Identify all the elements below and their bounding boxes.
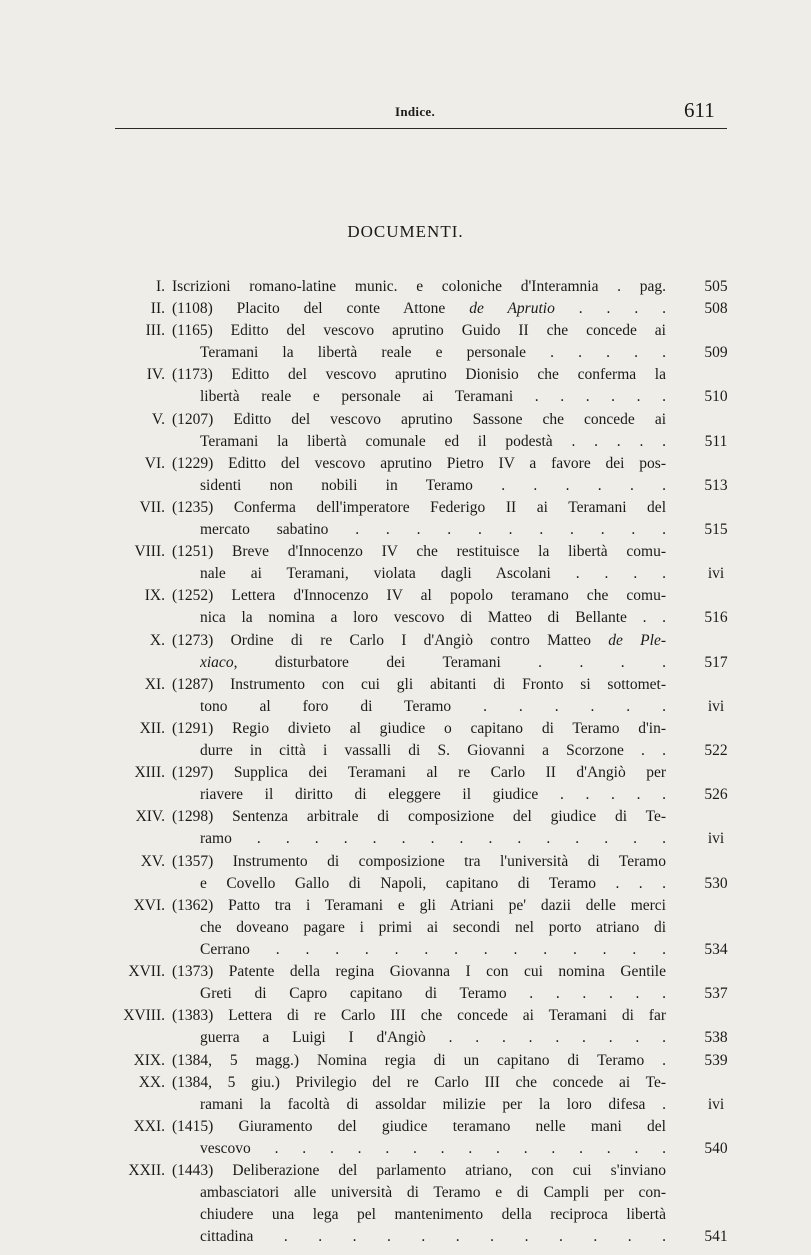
entry-text-line: ramani la facoltà di assoldar milizie per la loro difesa . (200, 1095, 666, 1113)
entry-number: XI. (144, 675, 165, 693)
section-title: DOCUMENTI. (347, 222, 464, 241)
entry-number: III. (145, 322, 165, 340)
entry-text-line: (1252) Lettera d'Innocenzo IV al popolo teramano che comu- (172, 587, 666, 605)
entry-number: VI. (144, 454, 165, 472)
entry-text-line: (1173) Editto del vescovo aprutino Dionisio che conferma la (172, 366, 666, 384)
entry-page-ref: 539 (704, 1051, 728, 1069)
entry-text-line: cittadina . . . . . . . . . . . . (200, 1228, 666, 1246)
running-header-title: Indice. (395, 104, 436, 119)
entry-number: XV. (140, 852, 165, 870)
entry-page-ref: 522 (704, 742, 728, 760)
entry-text-line: (1362) Patto tra i Teramani e gli Atriani pe' dazii delle merci (172, 896, 666, 914)
entry-text-line: libertà reale e personale ai Teramani . . . . . . (200, 388, 666, 406)
entry-number: XXII. (128, 1162, 165, 1179)
entry-number: XVI. (133, 896, 165, 914)
entry-page-ref: 513 (704, 476, 728, 494)
entry-number: IV. (146, 366, 165, 384)
entry-page-ref: 510 (704, 388, 728, 406)
entry-text-line: (1251) Breve d'Innocenzo IV che restituisce la libertà comu- (172, 543, 666, 561)
entry-text-line: (1357) Instrumento di composizione tra l'università di Teramo (172, 852, 666, 870)
entry-text-line: (1287) Instrumento con cui gli abitanti di Fronto si sottomet- (172, 675, 666, 693)
entry-page-ref: 534 (704, 940, 728, 958)
entry-number: VIII. (134, 543, 165, 561)
entry-page-ref: 540 (704, 1139, 728, 1157)
entry-page-ref: ivi (707, 830, 725, 848)
entry-number: XXI. (133, 1117, 165, 1135)
entry-number: IX. (144, 587, 165, 605)
entry-text-line: tono al foro di Teramo . . . . . . (200, 697, 666, 715)
entry-text-line: (1383) Lettera di re Carlo III che concede ai Teramani di far (172, 1007, 666, 1025)
entry-page-ref: 530 (704, 874, 728, 892)
entry-text-line: durre in città i vassalli di S. Giovanni a Scorzone . . (200, 742, 666, 760)
entry-text-line: ambasciatori alle università di Teramo e di Campli per con- (200, 1184, 666, 1202)
entry-number: V. (151, 410, 165, 428)
entry-text-line: vescovo . . . . . . . . . . . . . . . (200, 1139, 666, 1157)
entry-text-line: Teramani la libertà reale e personale . . . . . (200, 344, 666, 362)
entry-number: X. (149, 631, 165, 649)
entry-text-line: Greti di Capro capitano di Teramo . . . . . . (200, 985, 666, 1003)
entry-number: II. (150, 300, 165, 318)
entry-page-ref: 505 (704, 278, 728, 295)
entry-text-line: chiudere una lega pel mantenimento della reciproca libertà (200, 1206, 666, 1224)
entry-text-line: ramo . . . . . . . . . . . . . . . (200, 830, 666, 848)
entry-page-ref: ivi (707, 697, 725, 715)
entry-text-line: (1273) Ordine di re Carlo I d'Angiò contro Matteo de Ple- (172, 631, 666, 649)
entry-number: I. (155, 278, 165, 295)
entry-number: XVII. (128, 963, 165, 981)
entry-text-line: (1298) Sentenza arbitrale di composizione del giudice di Te- (172, 808, 666, 826)
entry-text-line: (1207) Editto del vescovo aprutino Sassone che concede ai (172, 410, 666, 428)
header-rule (115, 128, 727, 129)
entry-number: XX. (138, 1073, 165, 1091)
entry-page-ref: 508 (704, 300, 728, 318)
entry-page-ref: ivi (707, 565, 725, 583)
entry-text-line: nica la nomina a loro vescovo di Matteo di Bellante . . (200, 609, 666, 627)
entry-number: XIII. (134, 764, 165, 782)
entry-number: XII. (139, 720, 165, 737)
entry-text-line: Teramani la libertà comunale ed il podestà . . . . . (200, 432, 666, 450)
entry-text-line: e Covello Gallo di Napoli, capitano di Teramo . . . (200, 874, 666, 892)
entry-page-ref: ivi (707, 1095, 725, 1113)
entry-number: XVIII. (123, 1007, 165, 1025)
entry-page-ref: 537 (704, 985, 728, 1003)
entry-text-line: (1297) Supplica dei Teramani al re Carlo II d'Angiò per (172, 764, 666, 782)
entry-text-line: xiaco, disturbatore dei Teramani . . . . (200, 653, 666, 671)
entry-text-line: (1384, 5 giu.) Privilegio del re Carlo III che concede ai Te- (172, 1073, 666, 1091)
entry-text-line: (1384, 5 magg.) Nomina regia di un capitano di Teramo . (172, 1051, 666, 1069)
entry-text-line: riavere il diritto di eleggere il giudice . . . . . (200, 786, 666, 804)
entry-text-line: (1235) Conferma dell'imperatore Federigo II ai Teramani del (172, 499, 666, 516)
entry-text-line: guerra a Luigi I d'Angiò . . . . . . . . . (200, 1029, 666, 1047)
entry-text-line: (1443) Deliberazione del parlamento atriano, con cui s'inviano (172, 1162, 666, 1179)
entry-text-line: mercato sabatino . . . . . . . . . . . (200, 521, 666, 539)
entry-page-ref: 516 (704, 609, 728, 627)
entry-number: VII. (139, 499, 165, 516)
entry-text-line: nale ai Teramani, violata dagli Ascolani . . . . (200, 565, 666, 583)
entry-page-ref: 538 (704, 1029, 728, 1047)
entry-text-line: (1108) Placito del conte Attone de Aprutio . . . . (172, 300, 666, 318)
entry-page-ref: 509 (704, 344, 728, 362)
entry-text-line: (1415) Giuramento del giudice teramano nelle mani del (172, 1117, 666, 1135)
entry-page-ref: 511 (704, 432, 728, 450)
entry-text-line: (1291) Regio divieto al giudice o capitano di Teramo d'in- (172, 720, 666, 737)
entry-page-ref: 517 (704, 653, 728, 671)
entry-text-line: Cerrano . . . . . . . . . . . . . . (200, 940, 666, 958)
entry-page-ref: 515 (704, 521, 728, 539)
entry-text-line: sidenti non nobili in Teramo . . . . . . (200, 476, 666, 494)
entry-page-ref: 541 (704, 1228, 728, 1246)
entry-text-line: Iscrizioni romano-latine munic. e coloniche d'Interamnia . pag. (172, 278, 666, 295)
entry-number: XIX. (133, 1051, 165, 1069)
entry-text-line: che doveano pagare i primi ai secondi nel porto atriano di (200, 918, 666, 936)
entry-number: XIV. (135, 808, 165, 826)
entry-text-line: (1229) Editto del vescovo aprutino Pietro IV a favore dei pos- (172, 454, 666, 472)
entry-text-line: (1165) Editto del vescovo aprutino Guido II che concede ai (172, 322, 666, 340)
page-number: 611 (684, 98, 715, 122)
entry-page-ref: 526 (704, 786, 728, 804)
entry-text-line: (1373) Patente della regina Giovanna I con cui nomina Gentile (172, 963, 666, 981)
